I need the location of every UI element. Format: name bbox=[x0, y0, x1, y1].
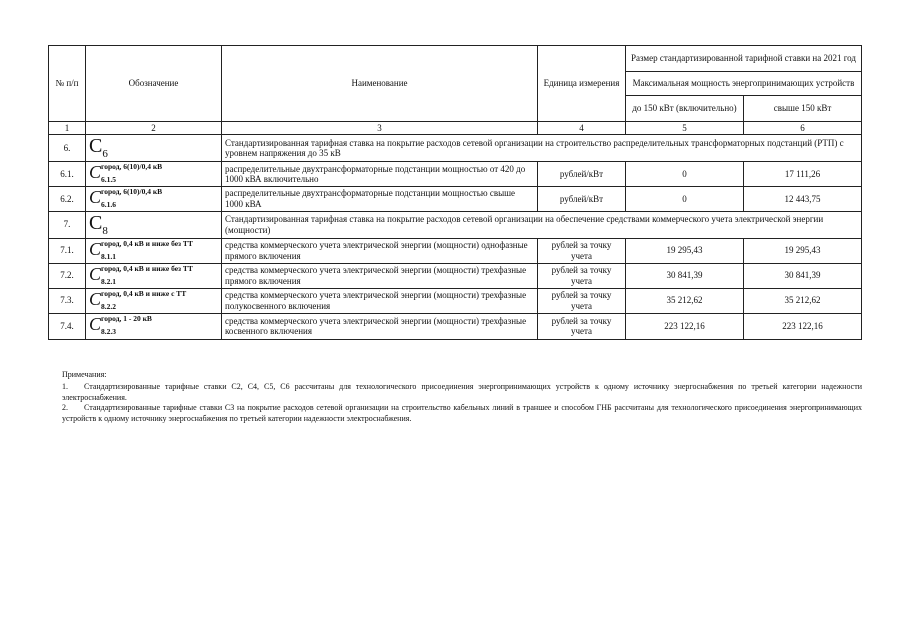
rate-symbol: $C_6$ bbox=[86, 135, 222, 162]
table-row bbox=[49, 162, 862, 187]
row-value-gt150: 12 443,75 bbox=[744, 186, 862, 211]
row-value-gt150: 17 111,26 bbox=[744, 162, 862, 187]
row-num: 7.1. bbox=[49, 238, 86, 263]
row-name: распределительные двухтрансформаторные подстанции мощностью от 420 до 1000 кВА включительно bbox=[222, 162, 538, 187]
row-value-le150: 35 212,62 bbox=[626, 288, 744, 313]
row-num: 6.1. bbox=[49, 162, 86, 187]
note-text: Стандартизированные тарифные ставки С3 на покрытие расходов сетевой организации на строительство кабельных линий в траншее и способом ГНБ рассчитаны для технологического присоединения энергопринимающих устройств к одному источнику энергоснабжения по третьей категории надежности электроснабжения. bbox=[62, 403, 862, 424]
notes-section bbox=[62, 370, 862, 425]
header-unit: Единица измерения bbox=[538, 46, 626, 122]
row-num: 6.2. bbox=[49, 186, 86, 211]
row-unit: рублей/кВт bbox=[538, 162, 626, 187]
row-unit: рублей за точку учета bbox=[538, 263, 626, 288]
table-row bbox=[49, 186, 862, 211]
row-value-gt150: 223 122,16 bbox=[744, 313, 862, 339]
row-value-gt150: 30 841,39 bbox=[744, 263, 862, 288]
row-name: средства коммерческого учета электрической энергии (мощности) однофазные прямого включения bbox=[222, 238, 538, 263]
notes-title: Примечания: bbox=[62, 370, 107, 379]
table-row bbox=[49, 313, 862, 339]
row-value-le150: 223 122,16 bbox=[626, 313, 744, 339]
row-num: 6. bbox=[49, 135, 86, 162]
row-num: 7.4. bbox=[49, 313, 86, 339]
row-unit: рублей за точку учета bbox=[538, 288, 626, 313]
row-value-le150: 19 295,43 bbox=[626, 238, 744, 263]
note-number: 1. bbox=[62, 381, 68, 391]
table-row bbox=[49, 288, 862, 313]
table-row bbox=[49, 211, 862, 238]
col-number: 5 bbox=[626, 122, 744, 135]
row-name: распределительные двухтрансформаторные подстанции мощностью свыше 1000 кВА bbox=[222, 186, 538, 211]
table-row bbox=[49, 238, 862, 263]
row-value-gt150: 35 212,62 bbox=[744, 288, 862, 313]
col-number: 1 bbox=[49, 122, 86, 135]
note-number: 2. bbox=[62, 403, 68, 413]
row-unit: рублей за точку учета bbox=[538, 238, 626, 263]
row-num: 7. bbox=[49, 211, 86, 238]
row-value-gt150: 19 295,43 bbox=[744, 238, 862, 263]
rate-symbol: $C^{город, 6(10)/0,4 кВ}$ 6.1.5 bbox=[86, 162, 222, 187]
row-value-le150: 0 bbox=[626, 162, 744, 187]
row-num: 7.2. bbox=[49, 263, 86, 288]
rate-symbol: $C^{город, 0,4 кВ и ниже без ТТ}$ 8.2.1 bbox=[86, 263, 222, 288]
row-num: 7.3. bbox=[49, 288, 86, 313]
table-row bbox=[49, 135, 862, 162]
note-item bbox=[62, 403, 862, 425]
row-unit: рублей/кВт bbox=[538, 186, 626, 211]
row-unit: рублей за точку учета bbox=[538, 313, 626, 339]
row-value-le150: 0 bbox=[626, 186, 744, 211]
rate-symbol: $C^{город, 6(10)/0,4 кВ}$ 6.1.6 bbox=[86, 186, 222, 211]
rate-symbol: $C^{город, 0,4 кВ и ниже с ТТ}$ 8.2.2 bbox=[86, 288, 222, 313]
header-num: № п/п bbox=[49, 46, 86, 122]
header-name: Наименование bbox=[222, 46, 538, 122]
col-number: 2 bbox=[86, 122, 222, 135]
rate-symbol: $C^{город, 0,4 кВ и ниже без ТТ}$ 8.1.1 bbox=[86, 238, 222, 263]
header-col-le150: до 150 кВт (включительно) bbox=[626, 96, 744, 122]
col-number: 6 bbox=[744, 122, 862, 135]
note-text: Стандартизированные тарифные ставки С2, С4, С5, С6 рассчитаны для технологического присоединения энергопринимающих устройств к одному источнику энергоснабжения по третьей категории надежности электроснабжения. bbox=[62, 381, 862, 402]
tariff-table bbox=[48, 45, 862, 340]
col-number: 4 bbox=[538, 122, 626, 135]
header-designation: Обозначение bbox=[86, 46, 222, 122]
col-number: 3 bbox=[222, 122, 538, 135]
row-value-le150: 30 841,39 bbox=[626, 263, 744, 288]
row-name: средства коммерческого учета электрической энергии (мощности) трехфазные косвенного включения bbox=[222, 313, 538, 339]
row-name: средства коммерческого учета электрической энергии (мощности) трехфазные полукосвенного включения bbox=[222, 288, 538, 313]
row-name: Стандартизированная тарифная ставка на покрытие расходов сетевой организации на строительство распределительных трансформаторных подстанций (РТП) с уровнем напряжения до 35 кВ bbox=[222, 135, 862, 162]
row-name: Стандартизированная тарифная ставка на покрытие расходов сетевой организации на обеспечение средствами коммерческого учета электрической энергии (мощности) bbox=[222, 211, 862, 238]
note-item bbox=[62, 382, 862, 404]
header-rate-group: Размер стандартизированной тарифной ставки на 2021 год bbox=[626, 46, 862, 72]
table-row bbox=[49, 263, 862, 288]
header-col-gt150: свыше 150 кВт bbox=[744, 96, 862, 122]
rate-symbol: $C^{город, 1 - 20 кВ}$ 8.2.3 bbox=[86, 313, 222, 339]
row-name: средства коммерческого учета электрической энергии (мощности) трехфазные прямого включения bbox=[222, 263, 538, 288]
rate-symbol: $C_8$ bbox=[86, 211, 222, 238]
header-power-group: Максимальная мощность энергопринимающих устройств bbox=[626, 72, 862, 96]
